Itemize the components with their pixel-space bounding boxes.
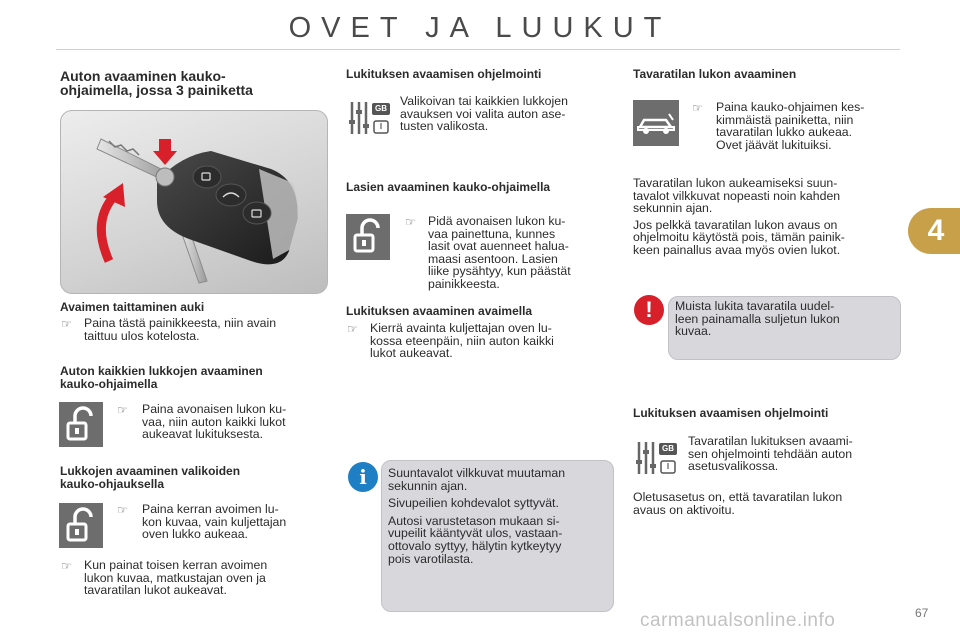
- title-divider: [56, 49, 900, 50]
- info-icon: i: [348, 462, 378, 492]
- text-line: Tavaratilan lukituksen avaami-: [688, 434, 853, 448]
- settings-sliders-gb-icon: [633, 440, 679, 476]
- text-line: tusten valikosta.: [400, 119, 489, 134]
- title-line: Auton kaikkien lukkojen avaaminen: [60, 364, 263, 378]
- windows-title: Lasien avaaminen kauko-ohjaimella: [346, 180, 551, 194]
- text-line: Kierrä avainta kuljettajan oven lu-: [370, 321, 552, 335]
- text-line: Suuntavalot vilkkuvat muutaman: [388, 466, 566, 480]
- car-trunk-icon: [633, 100, 679, 146]
- all-locks-title: [60, 365, 263, 391]
- page-title: OVET JA LUUKUT: [288, 12, 672, 44]
- text-line: tavaratilan lukko aukeaa.: [716, 125, 853, 140]
- programming-text: [400, 95, 614, 133]
- text-line: Oletusasetus on, että tavaratilan lukon: [633, 490, 843, 504]
- text-line: sekunnin ajan.: [633, 201, 713, 216]
- hand-pointer-icon: ☞: [117, 503, 128, 517]
- trunk-details-text: [633, 177, 901, 257]
- text-line: liike pysähtyy, kun päästät: [428, 264, 571, 279]
- text-line: ohjelmoitu käytöstä pois, tämän painik-: [633, 230, 845, 245]
- text-line: ottovalo syttyy, hälytin kytkeytyy: [388, 538, 562, 553]
- text-line: Valikoivan tai kaikkien lukkojen: [400, 94, 568, 108]
- open-padlock-icon: [346, 214, 390, 260]
- hand-pointer-icon: ☞: [117, 403, 128, 417]
- text-line: vaa painettuna, kunnes: [428, 226, 556, 241]
- badge-sub-text: I: [666, 462, 670, 471]
- key-unlock-title: Lukituksen avaaminen avaimella: [346, 304, 533, 318]
- settings-sliders-gb-icon: [346, 100, 392, 136]
- text-line: Paina tästä painikkeesta, niin avain: [84, 316, 277, 330]
- section-heading: [60, 69, 253, 97]
- text-line: vupeilit kääntyvät ulos, vastaan-: [388, 526, 563, 541]
- text-line: lukot aukeavat.: [370, 346, 453, 361]
- text-line: tavalot vilkkuvat nopeasti noin kahden: [633, 188, 841, 203]
- all-locks-text: [142, 403, 328, 441]
- text-line: pois varotilasta.: [388, 551, 474, 566]
- text-line: lasit ovat auenneet halua-: [428, 239, 569, 254]
- text-line: keen painallus avaa myös ovien lukot.: [633, 242, 841, 257]
- text-line: lukon kuvaa, matkustajan oven ja: [84, 570, 266, 585]
- trunk-programming-title: Lukituksen avaamisen ohjelmointi: [633, 406, 829, 420]
- default-setting-text: [633, 491, 901, 516]
- title-line: Lukkojen avaaminen valikoiden: [60, 464, 241, 478]
- text-line: asetusvalikossa.: [688, 459, 779, 474]
- title-line: kauko-ohjaimella: [60, 377, 158, 391]
- text-line: Paina kauko-ohjaimen kes-: [716, 100, 865, 114]
- selective-text: [142, 503, 328, 541]
- selective-second-press-text: [84, 559, 328, 597]
- key-unfold-title: Avaimen taittaminen auki: [60, 300, 205, 314]
- trunk-text: [716, 101, 901, 151]
- text-line: avauksen voi valita auton ase-: [400, 106, 566, 121]
- key-unlock-text: [370, 322, 614, 360]
- text-line: kon kuvaa, vain kuljettajan: [142, 514, 287, 529]
- text-line: Autosi varustetason mukaan si-: [388, 513, 560, 528]
- text-line: sen ohjelmointi tehdään auton: [688, 446, 853, 461]
- hand-pointer-icon: ☞: [692, 101, 703, 115]
- open-padlock-icon: [59, 402, 103, 447]
- text-line: kuvaa.: [675, 324, 712, 339]
- text-line: taittuu ulos kotelosta.: [84, 328, 200, 343]
- text-line: Muista lukita tavaratila uudel-: [675, 299, 835, 313]
- exclamation-icon: !: [634, 295, 664, 325]
- trunk-title: Tavaratilan lukon avaaminen: [633, 67, 797, 81]
- page-number: 67: [915, 606, 929, 620]
- text-line: Jos pelkkä tavaratilan lukon avaus on: [633, 217, 838, 232]
- text-line: sekunnin ajan.: [388, 478, 468, 493]
- heading-line: Auton avaaminen kauko-: [60, 68, 226, 84]
- text-line: Sivupeilien kohdevalot syttyvät.: [388, 496, 559, 511]
- trunk-programming-text: [688, 435, 901, 473]
- key-unfold-text: [84, 317, 328, 342]
- text-line: painikkeesta.: [428, 276, 500, 291]
- watermark: carmanualsonline.info: [640, 610, 836, 631]
- key-photo: [60, 110, 328, 294]
- text-line: Pidä avonaisen lukon ku-: [428, 214, 566, 228]
- text-line: Ovet jäävät lukituiksi.: [716, 137, 832, 152]
- hand-pointer-icon: ☞: [61, 317, 72, 331]
- title-line: kauko-ohjauksella: [60, 477, 165, 491]
- text-line: kimmäistä painiketta, niin: [716, 112, 854, 127]
- chapter-tab[interactable]: 4: [908, 208, 960, 254]
- selective-title: [60, 465, 240, 491]
- text-line: Tavaratilan lukon aukeamiseksi suun-: [633, 176, 838, 190]
- text-line: Paina kerran avoimen lu-: [142, 502, 279, 516]
- warning-note-text: [675, 300, 895, 338]
- hand-pointer-icon: ☞: [347, 322, 358, 336]
- text-line: aukeavat lukituksesta.: [142, 427, 263, 442]
- hand-pointer-icon: ☞: [61, 559, 72, 573]
- badge-sub-text: I: [379, 122, 383, 131]
- text-line: leen painamalla suljetun lukon: [675, 311, 840, 326]
- text-line: kossa eteenpäin, niin auton kaikki: [370, 333, 554, 348]
- text-line: oven lukko aukeaa.: [142, 527, 248, 542]
- hand-pointer-icon: ☞: [405, 215, 416, 229]
- text-line: Kun painat toisen kerran avoimen: [84, 558, 268, 572]
- text-line: maasi asentoon. Lasien: [428, 251, 558, 266]
- windows-text: [428, 215, 614, 291]
- text-line: Paina avonaisen lukon ku-: [142, 402, 287, 416]
- gb-badge-text: GB: [375, 104, 387, 113]
- gb-badge-text: GB: [662, 444, 674, 453]
- text-line: avaus on aktivoitu.: [633, 502, 735, 517]
- heading-line: ohjaimella, jossa 3 painiketta: [60, 82, 253, 98]
- programming-title: Lukituksen avaamisen ohjelmointi: [346, 67, 542, 81]
- open-padlock-icon: [59, 503, 103, 548]
- text-line: vaa, niin auton kaikki lukot: [142, 414, 286, 429]
- info-note-text: [388, 467, 610, 565]
- text-line: tavaratilan lukot aukeavat.: [84, 583, 227, 598]
